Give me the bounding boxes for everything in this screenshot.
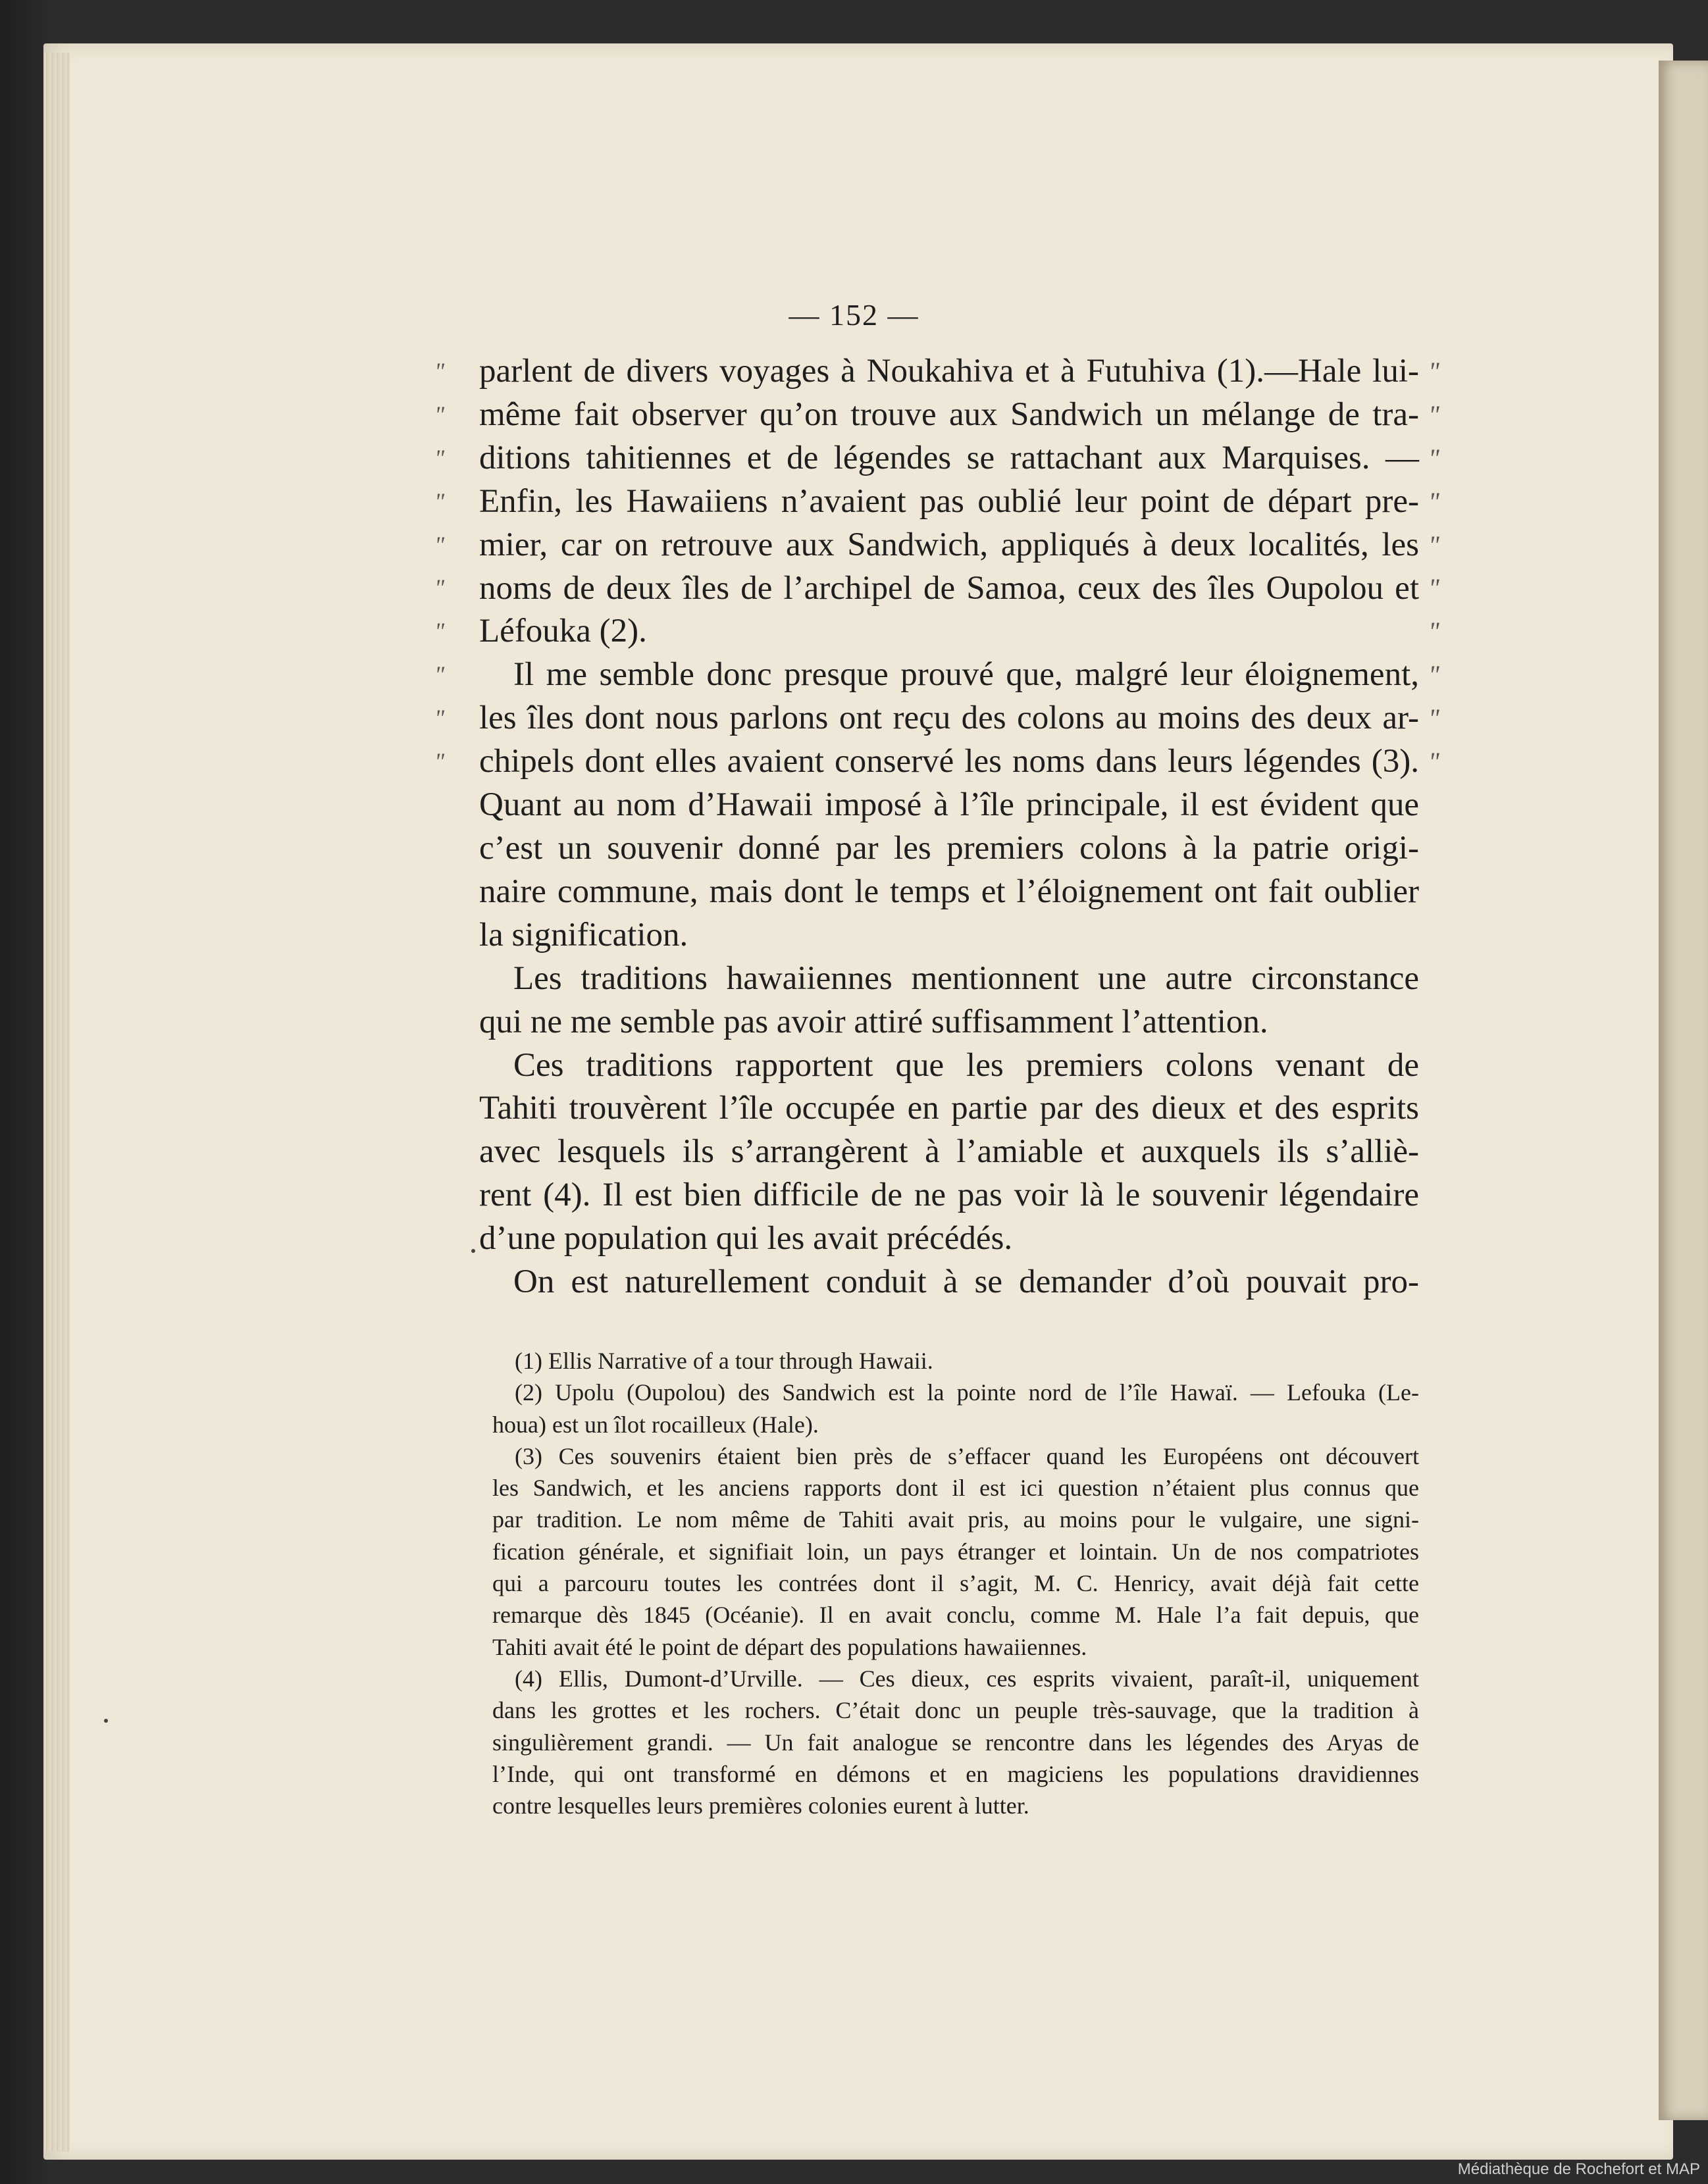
text-line: chipels dont elles avaient conservé les noms dans leurs légendes (3). xyxy=(479,743,1419,780)
margin-mark: " xyxy=(1428,660,1439,690)
footnote-line: remarque dès 1845 (Océanie). Il en avait conclu, comme M. Hale l’a fait depuis, que xyxy=(492,1602,1419,1629)
margin-mark: " xyxy=(1428,486,1439,517)
footnote-line: fication générale, et signifiait loin, un pays étranger et lointain. Un de nos compatriotes xyxy=(492,1538,1419,1565)
footnote-line: singulièrement grandi. — Un fait analogue se rencontre dans les légendes des Aryas de xyxy=(492,1729,1419,1756)
footnote-line: (4) Ellis, Dumont-d’Urville. — Ces dieux, ces esprits vivaient, paraît-il, uniquement xyxy=(515,1665,1419,1692)
ink-speck xyxy=(104,1719,108,1723)
footnote-line: Tahiti avait été le point de départ des populations hawaiiennes. xyxy=(492,1633,1087,1660)
text-line: Léfouka (2). xyxy=(479,613,647,650)
page-number: — 152 — xyxy=(789,298,919,332)
text-line: même fait observer qu’on trouve aux Sandwich un mélange de tra- xyxy=(479,395,1419,433)
margin-mark: " xyxy=(434,401,445,428)
image-credit: Médiathèque de Rochefort et MAP xyxy=(1457,2160,1700,2178)
footnote-line: qui a parcouru toutes les contrées dont il s’agit, M. C. Henricy, avait déjà fait cette xyxy=(492,1570,1419,1597)
margin-mark: " xyxy=(1428,747,1439,777)
text-line: qui ne me semble pas avoir attiré suffisamment l’attention. xyxy=(479,1003,1268,1040)
text-line: la signification. xyxy=(479,916,688,953)
footnote-line: (1) Ellis Narrative of a tour through Hawaii. xyxy=(515,1348,933,1374)
page-edges xyxy=(43,53,70,2152)
text-line: avec lesquels ils s’arrangèrent à l’amiable et auxquels ils s’alliè- xyxy=(479,1133,1419,1171)
footnote-line: (3) Ces souvenirs étaient bien près de s’effacer quand les Européens ont découvert xyxy=(515,1442,1419,1469)
margin-mark: " xyxy=(434,748,445,775)
body-text xyxy=(479,350,1419,1304)
margin-mark: " xyxy=(1428,617,1439,647)
text-line: noms de deux îles de l’archipel de Samoa, ceux des îles Oupolou et xyxy=(479,569,1419,607)
text-line: Les traditions hawaiiennes mentionnent une autre circonstance xyxy=(513,959,1419,997)
margin-mark: " xyxy=(1428,399,1439,430)
margin-mark: " xyxy=(1428,357,1439,386)
text-line: naire commune, mais dont le temps et l’éloignement ont fait oublier xyxy=(479,873,1419,910)
text-line: Quant au nom d’Hawaii imposé à l’île principale, il est évident que xyxy=(479,786,1419,824)
margin-mark: " xyxy=(434,618,445,645)
text-line: mier, car on retrouve aux Sandwich, appliqués à deux localités, les xyxy=(479,526,1419,563)
footnote-line: contre lesquelles leurs premières colonies eurent à lutter. xyxy=(492,1792,1029,1819)
margin-mark: " xyxy=(434,574,445,601)
footnote-line: (2) Upolu (Oupolou) des Sandwich est la pointe nord de l’île Hawaï. — Lefouka (Le- xyxy=(515,1379,1419,1406)
footnotes xyxy=(492,1345,1419,1821)
footnote-line: dans les grottes et les rochers. C’était donc un peuple très-sauvage, que la tradition à xyxy=(492,1697,1419,1724)
facing-page-edge xyxy=(1659,61,1708,2120)
text-line: les îles dont nous parlons ont reçu des colons au moins des deux ar- xyxy=(479,699,1419,737)
margin-mark: " xyxy=(1428,573,1439,603)
margin-mark: " xyxy=(1428,703,1439,734)
margin-mark: " xyxy=(434,531,445,558)
margin-mark: " xyxy=(1428,443,1439,473)
text-line: c’est un souvenir donné par les premiers colons à la patrie origi- xyxy=(479,829,1419,867)
text-line: Ces traditions rapportent que les premiers colons venant de xyxy=(513,1046,1419,1084)
margin-mark: " xyxy=(434,661,445,688)
text-line: On est naturellement conduit à se demander d’où pouvait pro- xyxy=(513,1263,1419,1301)
text-line: rent (4). Il est bien difficile de ne pas voir là le souvenir légendaire xyxy=(479,1177,1419,1214)
text-line: Tahiti trouvèrent l’île occupée en partie par des dieux et des esprits xyxy=(479,1090,1419,1127)
margin-mark: " xyxy=(434,488,445,515)
text-line: parlent de divers voyages à Noukahiva et à Futuhiva (1).—Hale lui- xyxy=(479,353,1419,390)
footnote-line: l’Inde, qui ont transformé en démons et en magiciens les populations dravidiennes xyxy=(492,1760,1419,1787)
margin-mark: " xyxy=(434,444,445,471)
text-line: Il me semble donc presque prouvé que, malgré leur éloignement, xyxy=(513,656,1419,694)
left-margin-marks xyxy=(434,350,461,784)
text-line: d’une population qui les avait précédés. xyxy=(479,1220,1013,1257)
text-line: Enfin, les Hawaiiens n’avaient pas oublié leur point de départ pre- xyxy=(479,482,1419,520)
footnote-line: houa) est un îlot rocailleux (Hale). xyxy=(492,1411,819,1438)
footnote-line: par tradition. Le nom même de Tahiti avait pris, au moins pour le vulgaire, une signi- xyxy=(492,1506,1419,1533)
footnote-line: les Sandwich, et les anciens rapports dont il est ici question n’étaient plus connus que xyxy=(492,1475,1419,1502)
text-line: ditions tahitiennes et de légendes se rattachant aux Marquises. — xyxy=(479,439,1419,476)
right-margin-marks xyxy=(1428,350,1488,784)
margin-mark: " xyxy=(1428,530,1439,560)
ink-speck xyxy=(471,1249,475,1253)
margin-mark: " xyxy=(434,705,445,732)
margin-mark: " xyxy=(434,358,445,384)
